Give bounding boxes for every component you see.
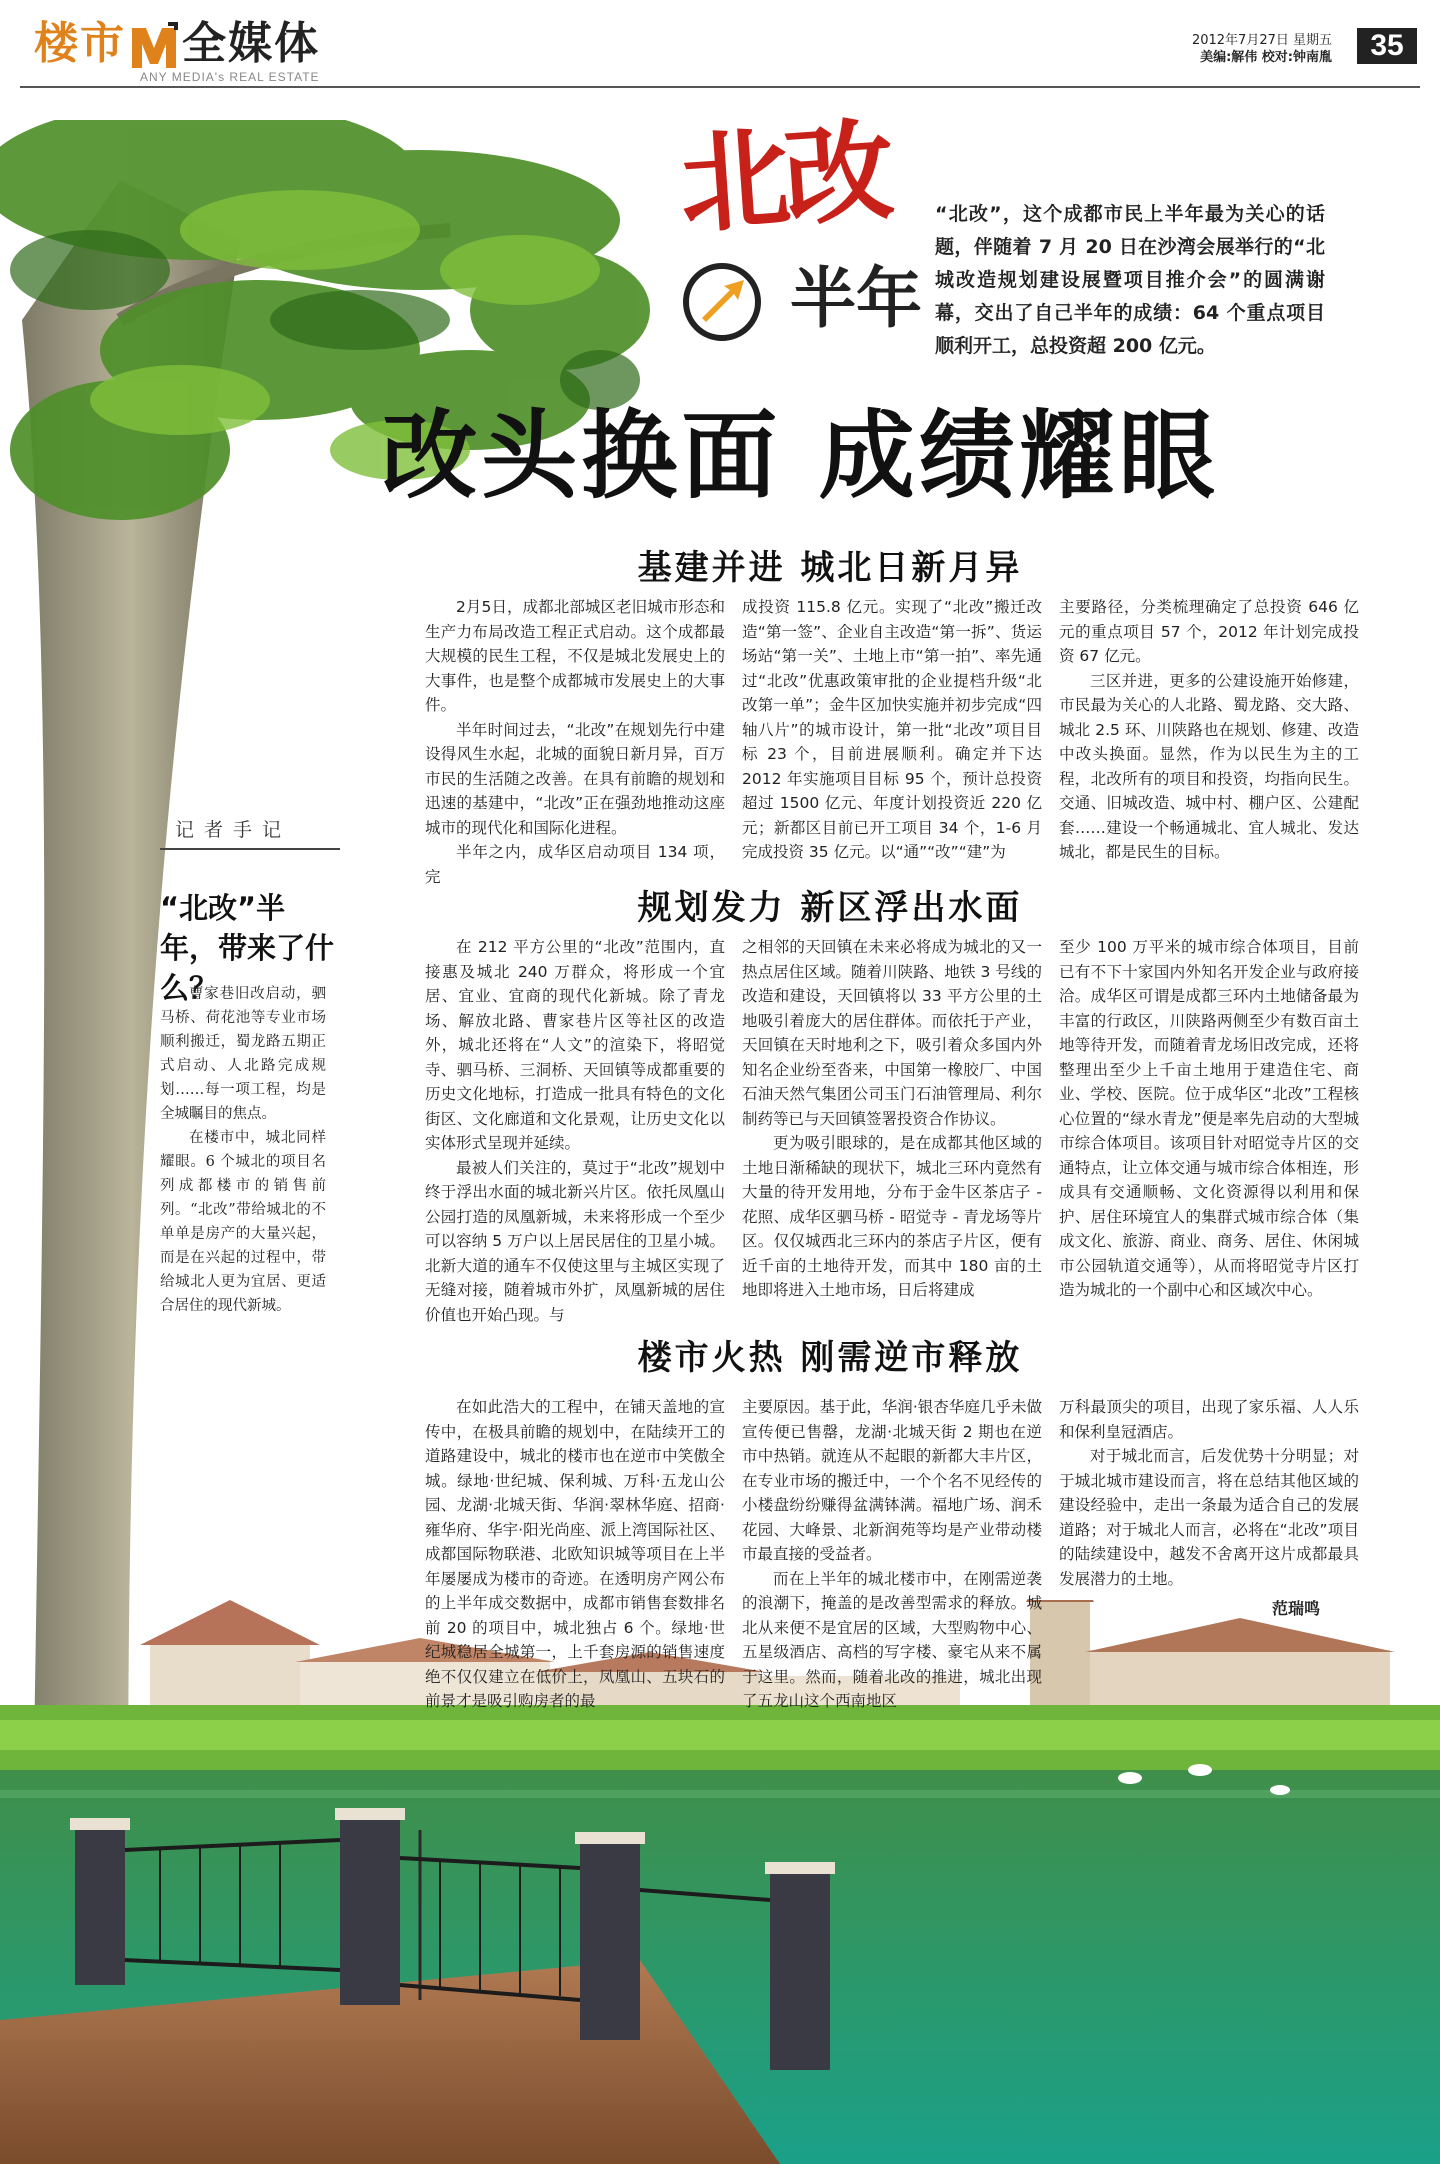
section-3-column-1 — [425, 1395, 725, 1714]
main-headline: 改头换面 成绩耀眼 — [381, 399, 1219, 512]
section-1-column-3 — [1059, 595, 1359, 865]
section-1-column-2 — [742, 595, 1042, 865]
logo-m-icon — [128, 20, 180, 70]
sidebar-tag: 记者手记 — [175, 819, 292, 841]
page-number: 35 — [1357, 28, 1417, 64]
paragraph: 更为吸引眼球的，是在成都其他区域的土地日渐稀缺的现状下，城北三环内竟然有大量的待开发用地，分布于金牛区茶店子 - 花照、成华区驷马桥 - 昭觉寺 - 青龙场等片区。仅仅城西北三环内的茶店子片区，便有近千亩的土地待开发，而其中 180 亩的土地即将进入土地市场，日后将建成 — [742, 1134, 1042, 1299]
section-title-3: 楼市火热 刚需逆市释放 — [637, 1338, 1023, 1378]
section-3-column-3 — [1059, 1395, 1359, 1591]
paragraph: 半年时间过去，“北改”在规划先行中建设得风生水起，北城的面貌日新月异，百万市民的生活随之改善。在具有前瞻的规划和迅速的基建中，“北改”正在强劲地推动这座城市的现代化和国际化进程。 — [425, 720, 725, 837]
paragraph: 至少 100 万平米的城市综合体项目，目前已有不下十家国内外知名开发企业与政府接洽。成华区可谓是成都三环内土地储备最为丰富的行政区，川陕路两侧至少有数百亩土地等待开发，而随着青龙场旧改完成，还将整理出至少上千亩土地用于建造住宅、商业、学校、医院。位于成华区“北改”工程核心位置的“绿水青龙”便是率先启动的大型城市综合体项目。该项目针对昭觉寺片区的交通特点，让立体交通与城市综合体相连，形成具有交通顺畅、文化资源得以利用和保护、居住环境宜人的集群式城市综合体（集成文化、旅游、商业、商务、居住、休闲城市公园轨道交通等），从而将昭觉寺片区打造为城北的一个副中心和区域次中心。 — [1059, 938, 1359, 1299]
paragraph: 对于城北而言，后发优势十分明显；对于城北城市建设而言，将在总结其他区域的建设经验中，走出一条最为适合自己的发展道路；对于城北人而言，必将在“北改”项目的陆续建设中，越发不舍离开这片成都最具发展潜力的土地。 — [1059, 1447, 1359, 1588]
section-1-column-1 — [425, 595, 725, 889]
sidebar-divider — [160, 848, 340, 850]
paragraph: 之相邻的天回镇在未来必将成为城北的又一热点居住区域。随着川陕路、地铁 3 号线的改造和建设，天回镇将以 33 平方公里的土地吸引着庞大的居住群体。而依托于产业，天回镇在天时地利之下，吸引着众多国内外知名企业纷至沓来，中国第一橡胶厂、中国石油天然气集团公司玉门石油管理局、利尔制药等已与天回镇签署投资合作协议。 — [742, 938, 1042, 1128]
paragraph: 成投资 115.8 亿元。实现了“北改”搬迁改造“第一签”、企业自主改造“第一拆”、货运场站“第一关”、土地上市“第一拍”、率先通过“北改”优惠政策审批的企业提档升级“北改第一单”；金牛区加快实施并初步完成“四轴八片”的城市设计，第一批“北改”项目目标 23 个，目前进展顺利。确定并下达 2012 年实施项目目标 95 个，预计总投资超过 1500 亿元、年度计划投资近 220 亿元；新都区目前已开工项目 34 个，1-6 月完成投资 35 亿元。以“通”“改”“建”为 — [742, 598, 1042, 861]
paragraph: 主要原因。基于此，华润·银杏华庭几乎未做宣传便已售罄，龙湖·北城天街 2 期也在逆市中热销。就连从不起眼的新都大丰片区，在专业市场的搬迁中，一个个名不见经传的小楼盘纷纷赚得盆满钵满。福地广场、润禾花园、大峰景、北新润苑等均是产业带动楼市最直接的受益者。 — [742, 1398, 1042, 1563]
section-3-column-2 — [742, 1395, 1042, 1714]
lead-paragraph: “北改”，这个成都市民上半年最为关心的话题，伴随着 7 月 20 日在沙湾会展举行的“北城改造规划建设展暨项目推介会”的圆满谢幕，交出了自己半年的成绩：64 个重点项目顺利开工，总投资超 200 亿元。 — [935, 203, 1325, 357]
paragraph: 主要路径，分类梳理确定了总投资 646 亿元的重点项目 57 个，2012 年计划完成投资 67 亿元。 — [1059, 598, 1359, 665]
section-2-column-1 — [425, 935, 725, 1327]
issue-info — [1192, 32, 1332, 66]
section-badge-halfyear: 半年 — [790, 260, 922, 337]
sidebar-paragraph: 曹家巷旧改启动，驷马桥、荷花池等专业市场顺利搬迁，蜀龙路五期正式启动、人北路完成规划……每一项工程，均是全城瞩目的焦点。 — [160, 986, 326, 1122]
paragraph: 而在上半年的城北楼市中，在刚需逆袭的浪潮下，掩盖的是改善型需求的释放。城北从来便不是宜居的区域，大型购物中心、五星级酒店、高档的写字楼、豪宅从来不属于这里。然而，随着北改的推进，城北出现了五龙山这个西南地区 — [742, 1569, 1042, 1710]
sidebar-body — [160, 982, 326, 1318]
paragraph: 在如此浩大的工程中，在铺天盖地的宣传中，在极具前瞻的规划中，在陆续开工的道路建设中，城北的楼市也在逆市中笑傲全城。绿地·世纪城、保利城、万科·五龙山公园、龙湖·北城天街、华润·翠林华庭、招商·雍华府、华宇·阳光尚座、派上湾国际社区、成都国际物联港、北欧知识城等项目在上半年屡屡成为楼市的奇迹。在透明房产网公布的上半年成交数据中，成都市销售套数排名前 20 的项目中，城北独占 6 个。绿地·世纪城稳居全城第一，上千套房源的销售速度绝不仅仅建立在低价上，凤凰山、五块石的前景才是吸引购房者的最 — [425, 1398, 725, 1710]
paragraph: 在 212 平方公里的“北改”范围内，直接惠及城北 240 万群众，将形成一个宜居、宜业、宜商的现代化新城。除了青龙场、解放北路、曹家巷片区等社区的改造外，城北还将在“人文”的渲染下，将昭觉寺、驷马桥、三洞桥、天回镇等成都重要的历史文化地标，打造成一批具有特色的文化街区、文化廊道和文化景观，让历史文化以实体形式呈现并延续。 — [425, 938, 725, 1152]
masthead-divider — [20, 86, 1420, 88]
section-2-column-2 — [742, 935, 1042, 1303]
arrow-circle-icon — [680, 260, 764, 344]
logo-text-part2: 全媒体 — [182, 18, 320, 69]
section-title-2: 规划发力 新区浮出水面 — [637, 888, 1023, 928]
paragraph: 半年之内，成华区启动项目 134 项，完 — [425, 843, 725, 886]
section-2-column-3 — [1059, 935, 1359, 1303]
masthead — [0, 0, 1440, 86]
section-title-1: 基建并进 城北日新月异 — [637, 548, 1023, 588]
paragraph: 三区并进，更多的公建设施开始修建，市民最为关心的人北路、蜀龙路、交大路、城北 2.5 环、川陕路也在规划、修建、改造中改头换面。显然，作为以民生为主的工程，北改所有的项目和投资，均指向民生。交通、旧城改造、城中村、棚户区、公建配套……建设一个畅通城北、宜人城北、发达城北，都是民生的目标。 — [1059, 671, 1359, 861]
paragraph: 2月5日，成都北部城区老旧城市形态和生产力布局改造工程正式启动。这个成都最大规模的民生工程，不仅是城北发展史上的大事件，也是整个成都城市发展史上的大事件。 — [425, 598, 725, 714]
byline: 范瑞鸣 — [1272, 1599, 1321, 1618]
sidebar-title: “北改”半年，带来了什么？ — [160, 891, 335, 1005]
paragraph: 最被人们关注的，莫过于“北改”规划中终于浮出水面的城北新兴片区。依托凤凰山公园打造的凤凰新城，未来将形成一个至少可以容纳 5 万户以上居民居住的卫星小城。北新大道的通车不仅使这里与主城区实现了无缝对接，随着城市外扩，凤凰新城的居住价值也开始凸现。与 — [425, 1158, 725, 1324]
sidebar-paragraph: 在楼市中，城北同样耀眼。6 个城北的项目名列成都楼市的销售前列。“北改”带给城北的不单单是房产的大量兴起，而是在兴起的过程中，带给城北人更为宜居、更适合居住的现代新城。 — [160, 1130, 326, 1314]
paragraph: 万科最顶尖的项目，出现了家乐福、人人乐和保利皇冠酒店。 — [1059, 1398, 1359, 1441]
logo-text-part1: 楼市 — [34, 18, 126, 69]
section-badge-beigai: 北改 — [675, 105, 893, 250]
editor-credits: 美编:解伟 校对:钟南胤 — [1200, 50, 1332, 65]
masthead-logo — [34, 14, 320, 70]
issue-date: 2012年7月27日 星期五 — [1191, 33, 1332, 48]
logo-subtitle: ANY MEDIA's REAL ESTATE — [140, 70, 320, 84]
